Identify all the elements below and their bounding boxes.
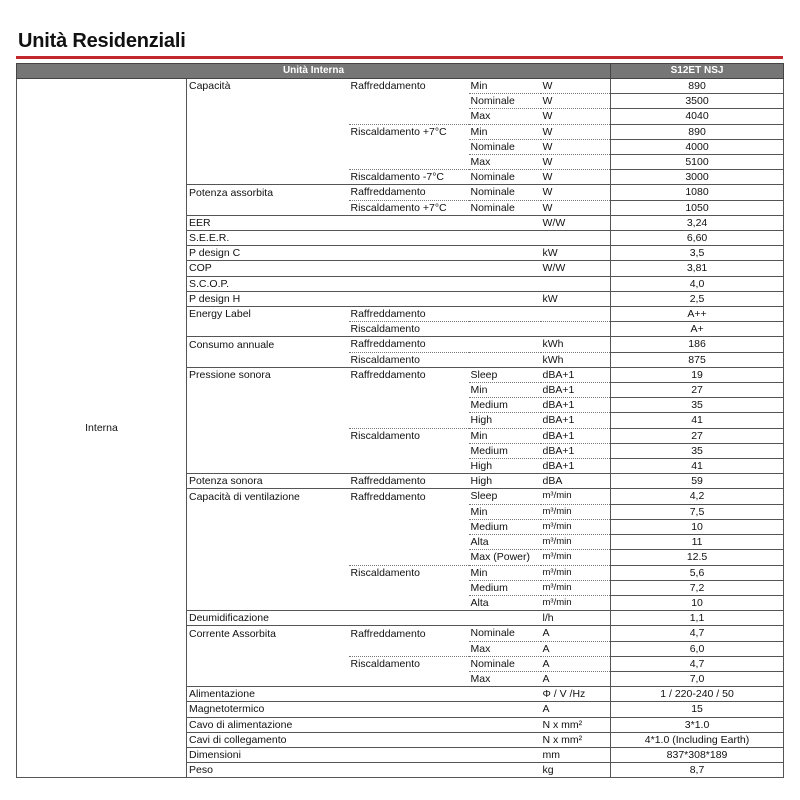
mode-cell xyxy=(349,687,469,702)
level-cell xyxy=(469,276,541,291)
level-cell xyxy=(469,747,541,762)
level-cell xyxy=(469,261,541,276)
unit-cell: W xyxy=(541,185,611,200)
value-cell: 1,1 xyxy=(611,611,784,626)
unit-cell: kW xyxy=(541,246,611,261)
param-cell xyxy=(187,322,349,337)
value-cell: 3500 xyxy=(611,94,784,109)
value-cell: 10 xyxy=(611,519,784,534)
mode-cell: Riscaldamento xyxy=(349,656,469,671)
level-cell: High xyxy=(469,474,541,489)
value-cell: 41 xyxy=(611,413,784,428)
param-cell xyxy=(187,550,349,565)
level-cell xyxy=(469,717,541,732)
unit-cell: l/h xyxy=(541,611,611,626)
mode-cell xyxy=(349,109,469,124)
param-cell: Corrente Assorbita xyxy=(187,626,349,641)
level-cell xyxy=(469,291,541,306)
level-cell: Alta xyxy=(469,535,541,550)
value-cell: 10 xyxy=(611,595,784,610)
unit-cell: N x mm² xyxy=(541,732,611,747)
level-cell: Nominale xyxy=(469,626,541,641)
unit-cell: m³/min xyxy=(541,550,611,565)
param-cell: Deumidificazione xyxy=(187,611,349,626)
param-cell xyxy=(187,519,349,534)
value-cell: 8,7 xyxy=(611,763,784,778)
mode-cell xyxy=(349,155,469,170)
unit-cell: m³/min xyxy=(541,580,611,595)
value-cell: 7,0 xyxy=(611,671,784,686)
unit-cell: kg xyxy=(541,763,611,778)
value-cell: 2,5 xyxy=(611,291,784,306)
table-body xyxy=(17,79,784,778)
unit-cell: m³/min xyxy=(541,519,611,534)
mode-cell: Riscaldamento xyxy=(349,352,469,367)
unit-cell: dBA+1 xyxy=(541,398,611,413)
param-cell: Peso xyxy=(187,763,349,778)
value-cell: 890 xyxy=(611,124,784,139)
unit-cell: A xyxy=(541,671,611,686)
mode-cell xyxy=(349,276,469,291)
param-cell: P design C xyxy=(187,246,349,261)
unit-cell: m³/min xyxy=(541,595,611,610)
unit-cell xyxy=(541,276,611,291)
mode-cell xyxy=(349,459,469,474)
unit-cell: W xyxy=(541,155,611,170)
value-cell: 5,6 xyxy=(611,565,784,580)
unit-cell: W xyxy=(541,200,611,215)
level-cell: Sleep xyxy=(469,367,541,382)
unit-cell: dBA+1 xyxy=(541,413,611,428)
mode-cell xyxy=(349,139,469,154)
mode-cell xyxy=(349,504,469,519)
level-cell xyxy=(469,307,541,322)
mode-cell: Riscaldamento +7°C xyxy=(349,200,469,215)
value-cell: 12.5 xyxy=(611,550,784,565)
level-cell: Max xyxy=(469,671,541,686)
unit-cell: m³/min xyxy=(541,565,611,580)
level-cell: Medium xyxy=(469,443,541,458)
param-cell: Energy Label xyxy=(187,307,349,322)
value-cell: 890 xyxy=(611,79,784,94)
mode-cell xyxy=(349,231,469,246)
level-cell xyxy=(469,702,541,717)
unit-cell: W xyxy=(541,79,611,94)
param-cell: Capacità xyxy=(187,79,349,94)
level-cell: Min xyxy=(469,383,541,398)
level-cell: Max (Power) xyxy=(469,550,541,565)
level-cell xyxy=(469,763,541,778)
value-cell: 5100 xyxy=(611,155,784,170)
param-cell xyxy=(187,671,349,686)
unit-cell: W xyxy=(541,94,611,109)
param-cell: Potenza sonora xyxy=(187,474,349,489)
param-cell xyxy=(187,170,349,185)
mode-cell xyxy=(349,398,469,413)
value-cell: 837*308*189 xyxy=(611,747,784,762)
mode-cell xyxy=(349,519,469,534)
param-cell xyxy=(187,428,349,443)
mode-cell xyxy=(349,535,469,550)
header-unit-label: Unità Interna xyxy=(17,64,611,79)
mode-cell xyxy=(349,261,469,276)
value-cell: 7,2 xyxy=(611,580,784,595)
mode-cell: Raffreddamento xyxy=(349,79,469,94)
unit-cell: mm xyxy=(541,747,611,762)
param-cell xyxy=(187,352,349,367)
spec-table xyxy=(16,63,784,778)
value-cell: 1080 xyxy=(611,185,784,200)
param-cell: Dimensioni xyxy=(187,747,349,762)
value-cell: 3,24 xyxy=(611,215,784,230)
param-cell: COP xyxy=(187,261,349,276)
param-cell xyxy=(187,383,349,398)
unit-cell: N x mm² xyxy=(541,717,611,732)
mode-cell xyxy=(349,595,469,610)
param-cell xyxy=(187,139,349,154)
unit-cell: dBA+1 xyxy=(541,383,611,398)
mode-cell: Raffreddamento xyxy=(349,626,469,641)
value-cell: 35 xyxy=(611,398,784,413)
param-cell xyxy=(187,443,349,458)
value-cell: 7,5 xyxy=(611,504,784,519)
level-cell xyxy=(469,732,541,747)
param-cell: Pressione sonora xyxy=(187,367,349,382)
param-cell: EER xyxy=(187,215,349,230)
unit-cell xyxy=(541,307,611,322)
value-cell: 4040 xyxy=(611,109,784,124)
value-cell: 15 xyxy=(611,702,784,717)
unit-cell: Φ / V /Hz xyxy=(541,687,611,702)
mode-cell xyxy=(349,732,469,747)
level-cell: Min xyxy=(469,428,541,443)
param-cell xyxy=(187,580,349,595)
value-cell: 6,0 xyxy=(611,641,784,656)
level-cell xyxy=(469,611,541,626)
level-cell: Max xyxy=(469,109,541,124)
value-cell: A+ xyxy=(611,322,784,337)
unit-cell xyxy=(541,322,611,337)
unit-cell: dBA+1 xyxy=(541,428,611,443)
level-cell xyxy=(469,246,541,261)
value-cell: 1 / 220-240 / 50 xyxy=(611,687,784,702)
unit-cell: m³/min xyxy=(541,504,611,519)
param-cell xyxy=(187,641,349,656)
level-cell xyxy=(469,231,541,246)
unit-cell: W/W xyxy=(541,261,611,276)
param-cell: Cavo di alimentazione xyxy=(187,717,349,732)
value-cell: 3*1.0 xyxy=(611,717,784,732)
unit-cell: m³/min xyxy=(541,535,611,550)
param-cell xyxy=(187,94,349,109)
level-cell: Medium xyxy=(469,398,541,413)
mode-cell: Raffreddamento xyxy=(349,367,469,382)
level-cell: Medium xyxy=(469,519,541,534)
param-cell xyxy=(187,595,349,610)
level-cell: Alta xyxy=(469,595,541,610)
table-header-row xyxy=(17,64,784,79)
unit-cell: W xyxy=(541,109,611,124)
unit-cell: A xyxy=(541,656,611,671)
unit-cell: A xyxy=(541,626,611,641)
value-cell: 59 xyxy=(611,474,784,489)
mode-cell xyxy=(349,413,469,428)
param-cell: Alimentazione xyxy=(187,687,349,702)
unit-cell xyxy=(541,231,611,246)
level-cell: Sleep xyxy=(469,489,541,504)
unit-cell: W xyxy=(541,124,611,139)
param-cell: S.E.E.R. xyxy=(187,231,349,246)
param-cell xyxy=(187,200,349,215)
unit-cell: A xyxy=(541,702,611,717)
category-cell: Interna xyxy=(17,79,187,778)
param-cell xyxy=(187,504,349,519)
level-cell: High xyxy=(469,413,541,428)
level-cell: Nominale xyxy=(469,139,541,154)
mode-cell xyxy=(349,580,469,595)
param-cell: P design H xyxy=(187,291,349,306)
level-cell xyxy=(469,215,541,230)
value-cell: 4,7 xyxy=(611,626,784,641)
mode-cell xyxy=(349,641,469,656)
level-cell: Min xyxy=(469,79,541,94)
value-cell: 35 xyxy=(611,443,784,458)
value-cell: 875 xyxy=(611,352,784,367)
mode-cell xyxy=(349,383,469,398)
mode-cell: Raffreddamento xyxy=(349,489,469,504)
value-cell: 4000 xyxy=(611,139,784,154)
unit-cell: W/W xyxy=(541,215,611,230)
value-cell: 41 xyxy=(611,459,784,474)
mode-cell xyxy=(349,94,469,109)
value-cell: 1050 xyxy=(611,200,784,215)
mode-cell xyxy=(349,702,469,717)
level-cell: Nominale xyxy=(469,94,541,109)
level-cell: Nominale xyxy=(469,185,541,200)
unit-cell: A xyxy=(541,641,611,656)
mode-cell: Raffreddamento xyxy=(349,307,469,322)
value-cell: 27 xyxy=(611,428,784,443)
param-cell: Potenza assorbita xyxy=(187,185,349,200)
mode-cell xyxy=(349,671,469,686)
param-cell xyxy=(187,413,349,428)
mode-cell: Riscaldamento -7°C xyxy=(349,170,469,185)
param-cell: S.C.O.P. xyxy=(187,276,349,291)
param-cell xyxy=(187,565,349,580)
mode-cell xyxy=(349,747,469,762)
value-cell: 6,60 xyxy=(611,231,784,246)
value-cell: A++ xyxy=(611,307,784,322)
value-cell: 19 xyxy=(611,367,784,382)
level-cell: Nominale xyxy=(469,200,541,215)
value-cell: 186 xyxy=(611,337,784,352)
mode-cell: Riscaldamento xyxy=(349,322,469,337)
value-cell: 3,81 xyxy=(611,261,784,276)
header-model: S12ET NSJ xyxy=(611,64,784,79)
table-row xyxy=(17,79,784,94)
param-cell xyxy=(187,109,349,124)
param-cell: Cavi di collegamento xyxy=(187,732,349,747)
page-title: Unità Residenziali xyxy=(18,30,186,52)
mode-cell xyxy=(349,717,469,732)
param-cell xyxy=(187,398,349,413)
level-cell xyxy=(469,352,541,367)
mode-cell: Riscaldamento +7°C xyxy=(349,124,469,139)
unit-cell: W xyxy=(541,139,611,154)
param-cell xyxy=(187,124,349,139)
mode-cell xyxy=(349,246,469,261)
mode-cell xyxy=(349,763,469,778)
unit-cell: dBA xyxy=(541,474,611,489)
mode-cell xyxy=(349,215,469,230)
unit-cell: m³/min xyxy=(541,489,611,504)
param-cell xyxy=(187,535,349,550)
value-cell: 4,2 xyxy=(611,489,784,504)
param-cell xyxy=(187,656,349,671)
value-cell: 27 xyxy=(611,383,784,398)
level-cell xyxy=(469,687,541,702)
title-rule xyxy=(16,56,783,59)
mode-cell xyxy=(349,550,469,565)
level-cell: Min xyxy=(469,565,541,580)
mode-cell: Raffreddamento xyxy=(349,185,469,200)
level-cell: Medium xyxy=(469,580,541,595)
level-cell: Max xyxy=(469,641,541,656)
param-cell xyxy=(187,155,349,170)
mode-cell xyxy=(349,291,469,306)
mode-cell: Raffreddamento xyxy=(349,474,469,489)
mode-cell xyxy=(349,611,469,626)
value-cell: 11 xyxy=(611,535,784,550)
level-cell xyxy=(469,337,541,352)
mode-cell: Riscaldamento xyxy=(349,565,469,580)
unit-cell: kW xyxy=(541,291,611,306)
unit-cell: dBA+1 xyxy=(541,367,611,382)
level-cell: Min xyxy=(469,504,541,519)
level-cell: High xyxy=(469,459,541,474)
level-cell: Max xyxy=(469,155,541,170)
mode-cell: Raffreddamento xyxy=(349,337,469,352)
param-cell xyxy=(187,459,349,474)
level-cell: Nominale xyxy=(469,170,541,185)
unit-cell: kWh xyxy=(541,337,611,352)
param-cell: Capacità di ventilazione xyxy=(187,489,349,504)
value-cell: 4,7 xyxy=(611,656,784,671)
param-cell: Magnetotermico xyxy=(187,702,349,717)
value-cell: 3000 xyxy=(611,170,784,185)
value-cell: 4*1.0 (Including Earth) xyxy=(611,732,784,747)
level-cell: Nominale xyxy=(469,656,541,671)
level-cell xyxy=(469,322,541,337)
value-cell: 3,5 xyxy=(611,246,784,261)
unit-cell: dBA+1 xyxy=(541,443,611,458)
unit-cell: kWh xyxy=(541,352,611,367)
value-cell: 4,0 xyxy=(611,276,784,291)
mode-cell: Riscaldamento xyxy=(349,428,469,443)
unit-cell: W xyxy=(541,170,611,185)
param-cell: Consumo annuale xyxy=(187,337,349,352)
unit-cell: dBA+1 xyxy=(541,459,611,474)
mode-cell xyxy=(349,443,469,458)
level-cell: Min xyxy=(469,124,541,139)
